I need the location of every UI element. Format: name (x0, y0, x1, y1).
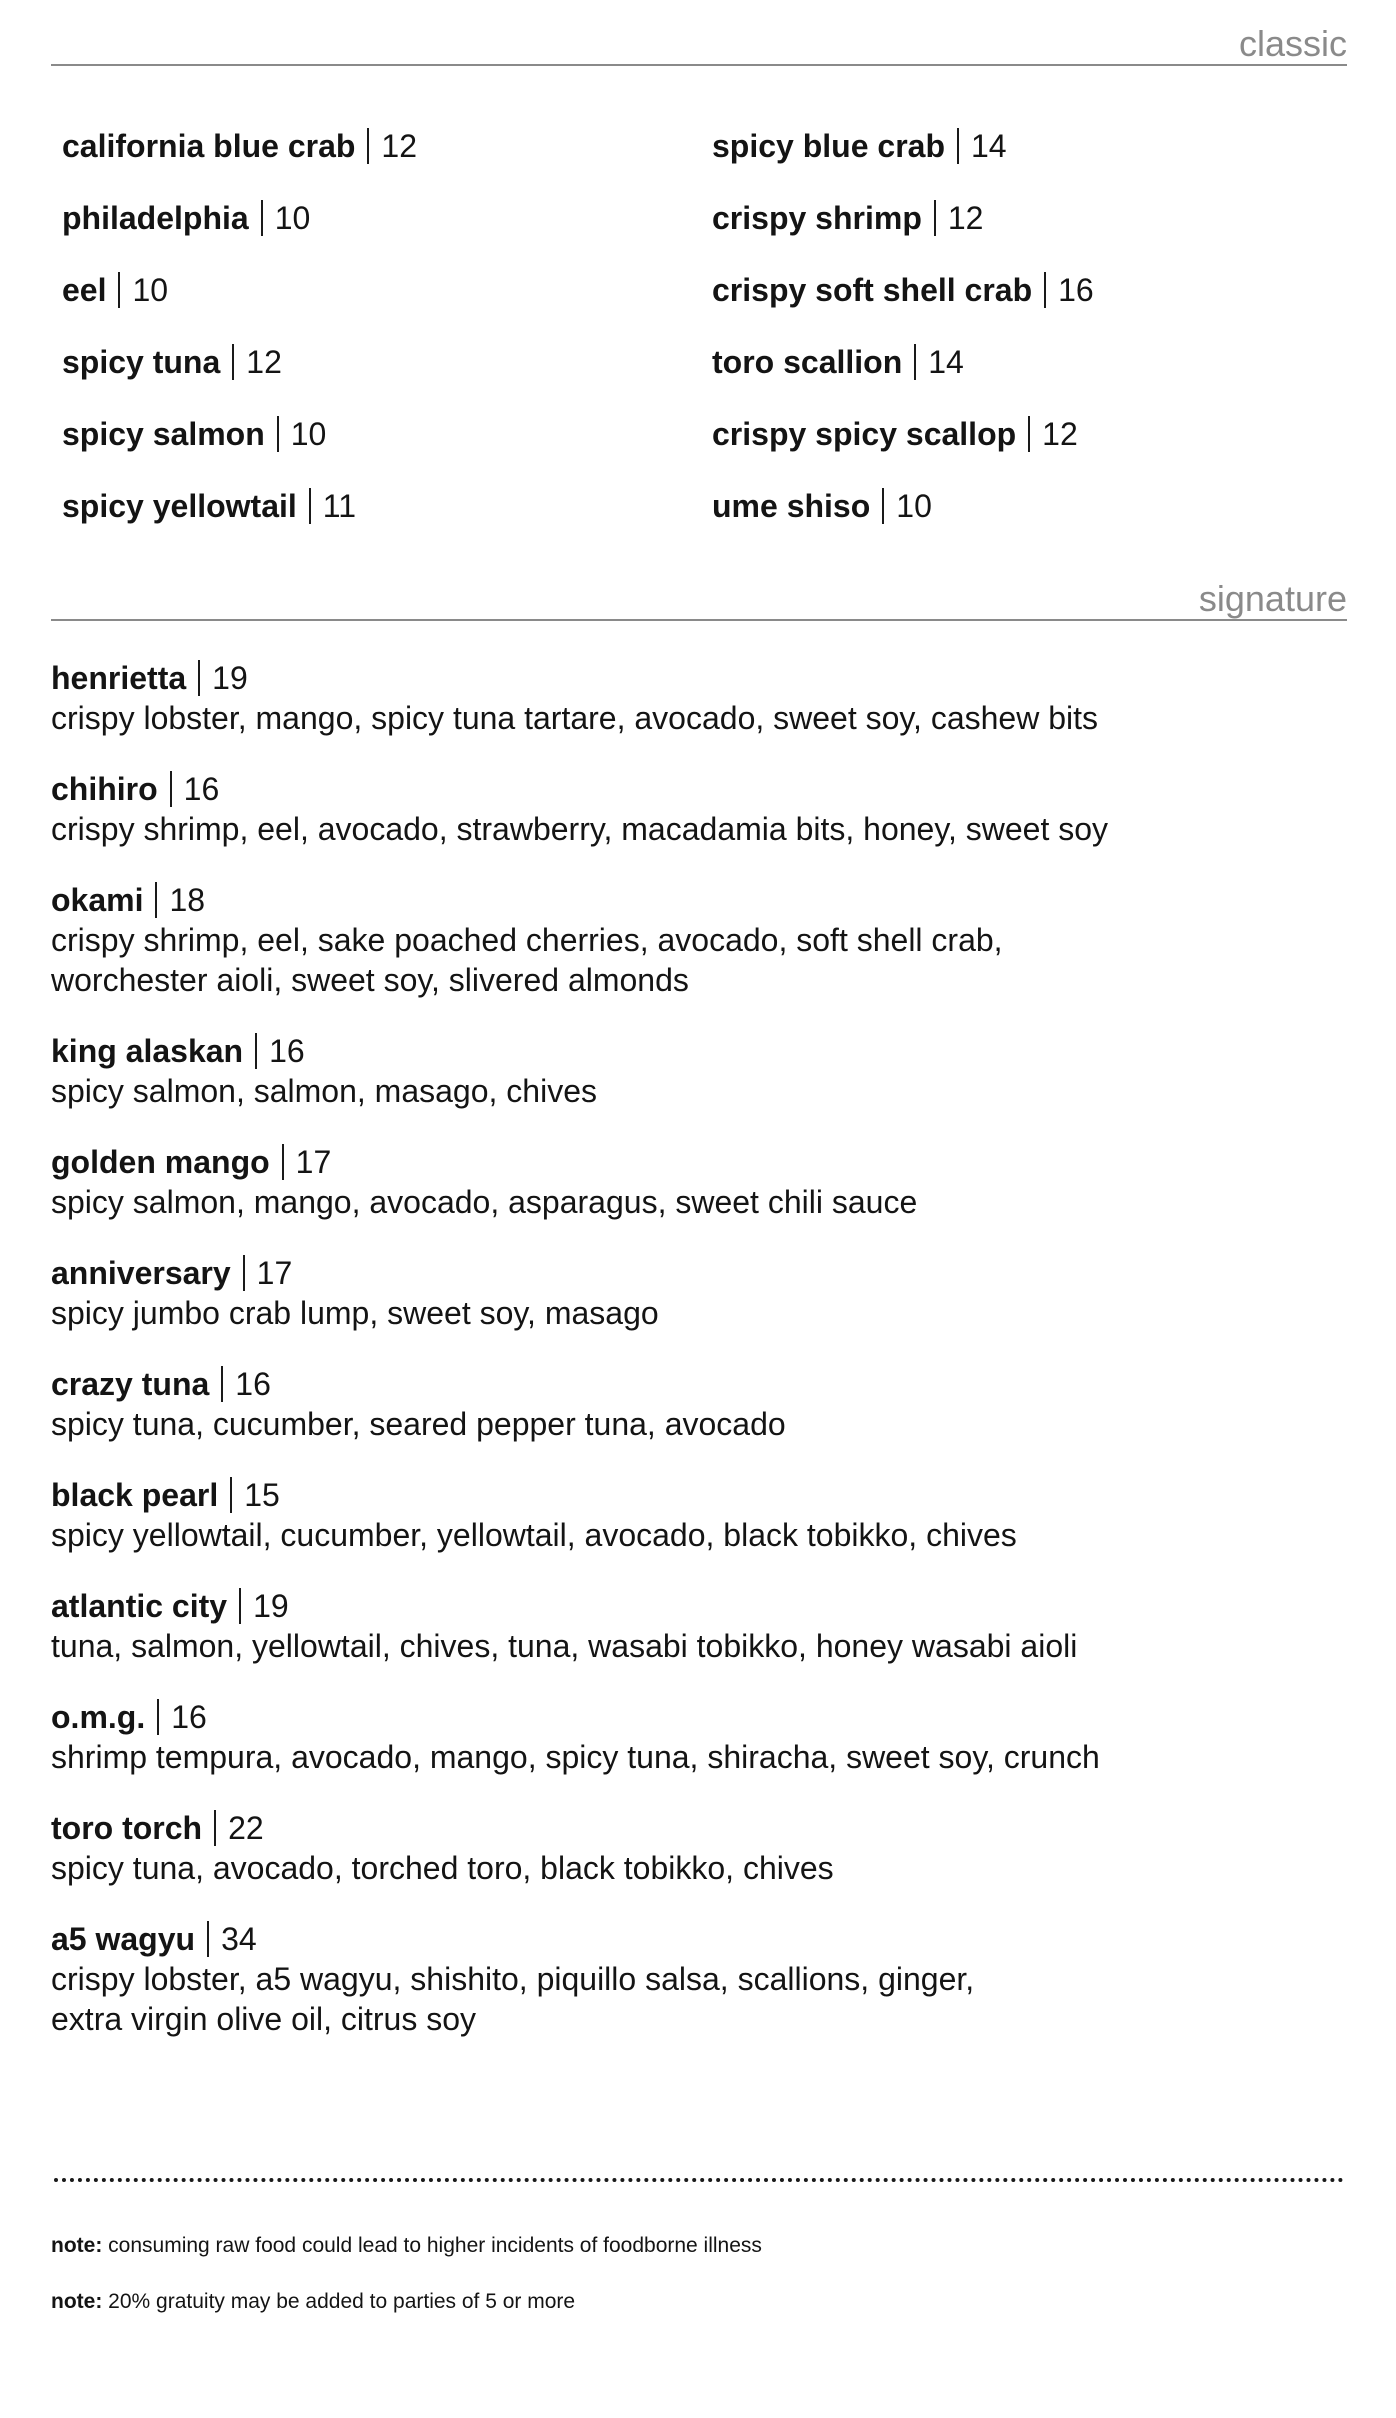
item-title (51, 880, 1347, 920)
item-price: 16 (235, 1366, 271, 1402)
separator-bar (155, 882, 157, 918)
classic-menu-item (712, 342, 1312, 414)
item-title (51, 1586, 1347, 1626)
item-name: o.m.g. (51, 1699, 146, 1735)
item-name: chihiro (51, 771, 158, 807)
item-price: 19 (253, 1588, 289, 1624)
item-name: crazy tuna (51, 1366, 210, 1402)
classic-heading: classic (1238, 23, 1347, 64)
item-price: 15 (244, 1477, 280, 1513)
item-name: golden mango (51, 1144, 270, 1180)
separator-bar (214, 1810, 216, 1846)
item-name: a5 wagyu (51, 1921, 196, 1957)
separator-bar (882, 488, 884, 524)
item-name: anniversary (51, 1255, 231, 1291)
item-name: black pearl (51, 1477, 219, 1513)
item-description: spicy salmon, mango, avocado, asparagus, sweet chili sauce (51, 1184, 918, 1220)
separator-bar (957, 128, 959, 164)
item-description: crispy lobster, a5 wagyu, shishito, piquillo salsa, scallions, ginger, extra virgin olive oil, citrus soy (51, 1961, 975, 2037)
item-name: crispy spicy scallop (712, 416, 1017, 452)
separator-bar (207, 1921, 209, 1957)
separator-bar (118, 272, 120, 308)
item-price: 19 (212, 660, 248, 696)
note-label: note: (51, 2290, 103, 2313)
dotted-divider (54, 2178, 1344, 2182)
separator-bar (198, 660, 200, 696)
note-text: 20% gratuity may be added to parties of 5 or more (108, 2290, 576, 2313)
separator-bar (221, 1366, 223, 1402)
item-price: 12 (246, 344, 282, 380)
item-price: 18 (169, 882, 206, 918)
item-name: california blue crab (62, 128, 356, 164)
item-description: spicy salmon, salmon, masago, chives (51, 1073, 597, 1109)
item-name: okami (51, 882, 144, 918)
item-name: spicy salmon (62, 416, 265, 452)
note-text: consuming raw food could lead to higher incidents of foodborne illness (108, 2234, 762, 2257)
item-description: tuna, salmon, yellowtail, chives, tuna, wasabi tobikko, honey wasabi aioli (51, 1628, 1078, 1664)
item-title (51, 1475, 1347, 1515)
item-title (51, 769, 1347, 809)
signature-menu-item (51, 1586, 1347, 1666)
signature-menu-item (51, 1031, 1347, 1111)
item-name: toro torch (51, 1810, 203, 1846)
separator-bar (309, 488, 311, 524)
signature-section-header (51, 578, 1347, 621)
item-title (51, 1253, 1347, 1293)
item-name: crispy shrimp (712, 200, 922, 236)
item-price: 16 (269, 1033, 305, 1069)
classic-right-column (712, 126, 1312, 558)
item-name: eel (62, 272, 107, 308)
item-price: 12 (947, 200, 984, 236)
item-price: 17 (295, 1144, 332, 1180)
separator-bar (239, 1588, 241, 1624)
separator-bar (230, 1477, 232, 1513)
item-description: spicy yellowtail, cucumber, yellowtail, avocado, black tobikko, chives (51, 1517, 1017, 1553)
signature-menu-item (51, 1142, 1347, 1222)
item-title (51, 1031, 1347, 1071)
separator-bar (261, 200, 263, 236)
item-description: spicy jumbo crab lump, sweet soy, masago (51, 1295, 659, 1331)
item-name: crispy soft shell crab (712, 272, 1033, 308)
item-description: spicy tuna, avocado, torched toro, black tobikko, chives (51, 1850, 834, 1886)
classic-menu-item (62, 270, 662, 342)
classic-menu-item (712, 198, 1312, 270)
item-price: 10 (132, 272, 169, 308)
item-price: 10 (896, 488, 932, 524)
item-price: 16 (183, 771, 220, 807)
item-title (51, 1697, 1347, 1737)
item-title (51, 658, 1347, 698)
signature-menu-item (51, 658, 1347, 738)
item-name: spicy blue crab (712, 128, 945, 164)
item-title (51, 1364, 1347, 1404)
item-title (51, 1919, 1347, 1959)
separator-bar (914, 344, 916, 380)
separator-bar (277, 416, 279, 452)
classic-menu-item (62, 414, 662, 486)
signature-list (51, 658, 1347, 2070)
item-price: 22 (228, 1810, 264, 1846)
separator-bar (1044, 272, 1046, 308)
classic-menu-item (62, 126, 662, 198)
item-title (51, 1808, 1347, 1848)
item-title (51, 1142, 1347, 1182)
separator-bar (232, 344, 234, 380)
separator-bar (934, 200, 936, 236)
item-description: shrimp tempura, avocado, mango, spicy tuna, shiracha, sweet soy, crunch (51, 1739, 1100, 1775)
separator-bar (157, 1699, 159, 1735)
separator-bar (243, 1255, 245, 1291)
item-name: spicy tuna (62, 344, 221, 380)
item-price: 12 (381, 128, 418, 164)
item-price: 12 (1042, 416, 1078, 452)
signature-menu-item (51, 1475, 1347, 1555)
item-name: ume shiso (712, 488, 871, 524)
classic-menu-item (712, 126, 1312, 198)
item-description: spicy tuna, cucumber, seared pepper tuna, avocado (51, 1406, 786, 1442)
footnote-raw-food (51, 2233, 762, 2259)
footnote-gratuity (51, 2289, 575, 2315)
item-name: atlantic city (51, 1588, 228, 1624)
item-description: crispy shrimp, eel, sake poached cherries, avocado, soft shell crab, worchester aioli, sweet soy, slivered almonds (51, 922, 1003, 998)
separator-bar (255, 1033, 257, 1069)
classic-menu-item (62, 342, 662, 414)
item-price: 16 (171, 1699, 207, 1735)
note-label: note: (51, 2234, 103, 2257)
item-price: 10 (274, 200, 311, 236)
item-name: spicy yellowtail (62, 488, 297, 524)
item-name: henrietta (51, 660, 187, 696)
item-price: 14 (970, 128, 1007, 164)
item-price: 17 (256, 1255, 293, 1291)
classic-menu-item (712, 270, 1312, 342)
signature-menu-item (51, 880, 1347, 1000)
item-price: 16 (1058, 272, 1094, 308)
classic-menu-item (62, 198, 662, 270)
classic-menu-item (712, 486, 1312, 558)
item-price: 10 (290, 416, 327, 452)
separator-bar (170, 771, 172, 807)
item-price: 34 (221, 1921, 257, 1957)
item-description: crispy shrimp, eel, avocado, strawberry, macadamia bits, honey, sweet soy (51, 811, 1109, 847)
classic-left-column (62, 126, 662, 558)
signature-menu-item (51, 769, 1347, 849)
signature-menu-item (51, 1808, 1347, 1888)
item-price: 14 (928, 344, 964, 380)
item-price: 11 (322, 488, 356, 524)
signature-menu-item (51, 1697, 1347, 1777)
item-name: king alaskan (51, 1033, 244, 1069)
item-description: crispy lobster, mango, spicy tuna tartare, avocado, sweet soy, cashew bits (51, 700, 1099, 736)
signature-menu-item (51, 1919, 1347, 2039)
separator-bar (1028, 416, 1030, 452)
classic-section-header (51, 23, 1347, 66)
separator-bar (367, 128, 369, 164)
classic-menu-item (62, 486, 662, 558)
signature-menu-item (51, 1253, 1347, 1333)
item-name: toro scallion (712, 344, 903, 380)
item-name: philadelphia (62, 200, 249, 236)
signature-menu-item (51, 1364, 1347, 1444)
signature-heading: signature (1198, 578, 1347, 619)
classic-menu-item (712, 414, 1312, 486)
separator-bar (282, 1144, 284, 1180)
